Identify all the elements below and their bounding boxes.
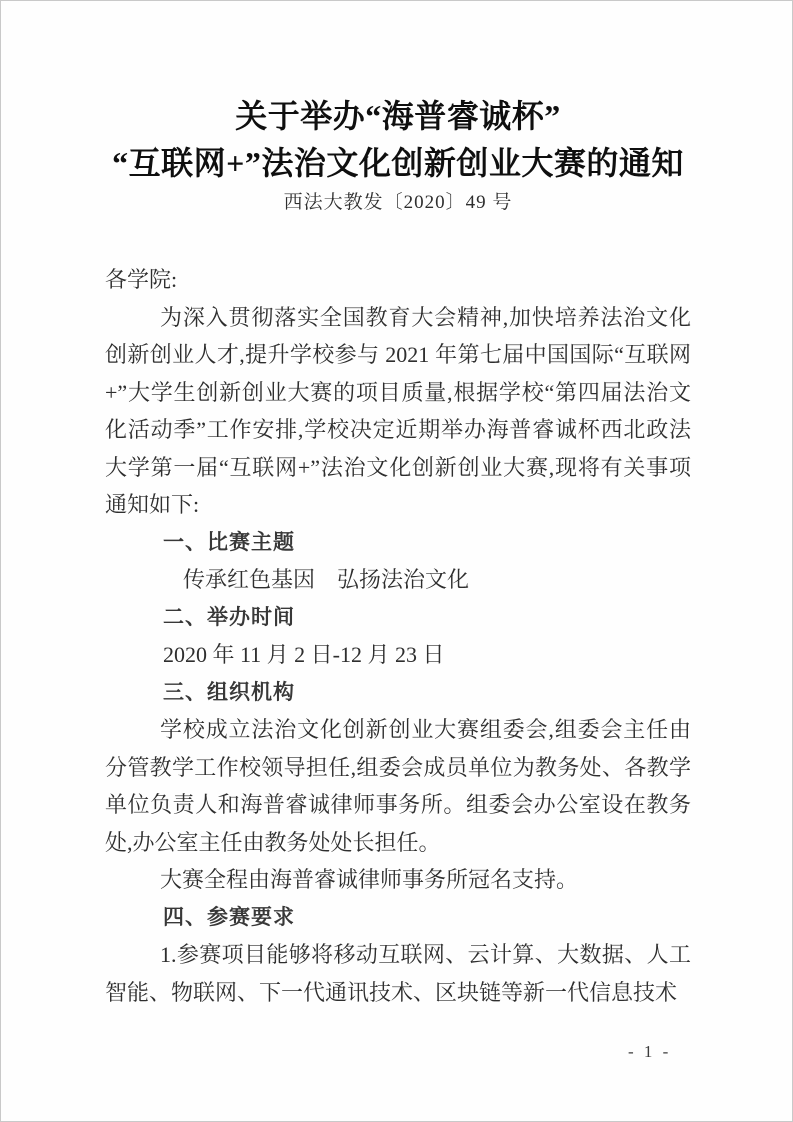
section-4-heading: 四、参赛要求 [163, 905, 295, 929]
sponsor-paragraph: 大赛全程由海普睿诚律师事务所冠名支持。 [160, 867, 579, 892]
document-body [105, 261, 691, 1011]
document-number: 西法大教发〔2020〕49 号 [283, 192, 513, 213]
organization-paragraph: 学校成立法治文化创新创业大赛组委会,组委会主任由分管教学工作校领导担任,组委会成员单位为教务处、各教学单位负责人和海普睿诚律师事务所。组委会办公室设在教务处,办公室主任由教务处处长担任。 [105, 717, 691, 855]
section-1-heading: 一、比赛主题 [163, 530, 295, 554]
requirements-paragraph: 1.参赛项目能够将移动互联网、云计算、大数据、人工智能、物联网、下一代通讯技术、区块链等新一代信息技术 [105, 942, 691, 1005]
document-header [105, 93, 691, 215]
competition-theme-text: 传承红色基因 弘扬法治文化 [183, 567, 470, 592]
intro-paragraph: 为深入贯彻落实全国教育大会精神,加快培养法治文化创新创业人才,提升学校参与 2021 年第七届中国国际“互联网+”大学生创新创业大赛的项目质量,根据学校“第四届法治文化活动季”工作安排,学校决定近期举办海普睿诚杯西北政法大学第一届“互联网+”法治文化创新创业大赛,现将有关事项通知如下: [105, 304, 691, 517]
page-number: - 1 - [628, 1042, 672, 1061]
document-title-line-2: “互联网+”法治文化创新创业大赛的通知 [112, 145, 684, 181]
section-2-heading: 二、举办时间 [163, 605, 295, 629]
event-dates-text: 2020 年 11 月 2 日-12 月 23 日 [163, 642, 445, 667]
salutation: 各学院: [105, 267, 178, 292]
section-3-heading: 三、组织机构 [163, 680, 295, 704]
document-title-line-1: 关于举办“海普睿诚杯” [235, 98, 561, 134]
